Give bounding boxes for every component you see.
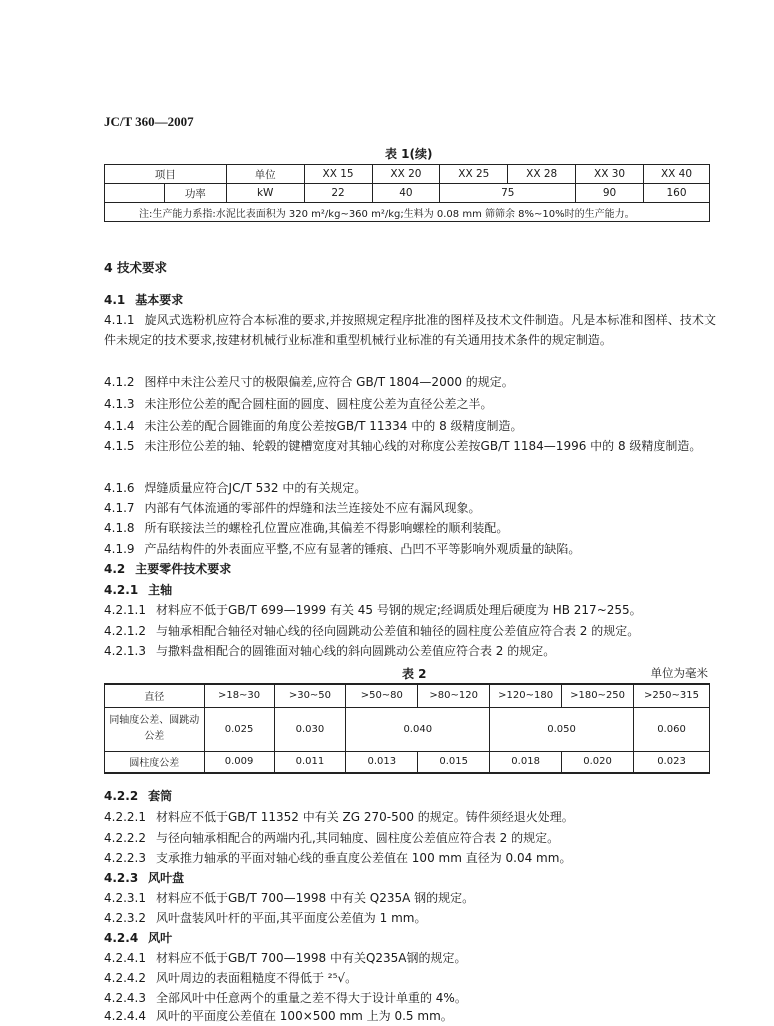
clause-number: 4.2.4.4 (104, 1009, 146, 1023)
clause-text: 未注形位公差的轴、轮毂的键槽宽度对其轴心线的对称度公差按GB/T 1184—1996 中的 8 级精度制造。 (144, 439, 702, 453)
clause-number: 4.2.1.2 (104, 624, 146, 638)
clause-4-2-2-1 (104, 807, 716, 827)
table1-header-xx15: XX 15 (304, 165, 372, 184)
clause-4-1-1 (104, 310, 716, 350)
table2-row2-c5: 0.018 (490, 751, 562, 773)
clause-4-1-6 (104, 478, 716, 498)
section-4-2-1-heading (104, 580, 716, 600)
table1-row-label: 功率 (164, 184, 226, 203)
table2-header-col5: >120~180 (490, 684, 562, 707)
clause-4-2-1-3 (104, 641, 716, 661)
table2-row2-c2: 0.011 (274, 751, 346, 773)
clause-number: 4.2.2.3 (104, 851, 146, 865)
table1-blank-cell (105, 184, 165, 203)
table1-row-unit: kW (226, 184, 304, 203)
section-title: 基本要求 (135, 293, 184, 307)
section-number: 4.2.1 (104, 583, 139, 597)
table2-row1-c2: 0.030 (274, 707, 346, 751)
clause-4-2-4-4 (104, 1006, 716, 1026)
table2-row1-c56: 0.050 (490, 707, 634, 751)
section-4-1-heading (104, 290, 716, 310)
clause-number: 4.1.5 (104, 439, 135, 453)
table2 (104, 683, 710, 774)
clause-4-2-4-3 (104, 988, 716, 1008)
clause-number: 4.2.4.1 (104, 951, 146, 965)
clause-number: 4.2.2.1 (104, 810, 146, 824)
clause-number: 4.2.1.1 (104, 603, 146, 617)
table1-header-xx30: XX 30 (576, 165, 644, 184)
table2-header-col1: >18~30 (204, 684, 274, 707)
table1-header-xx20: XX 20 (372, 165, 440, 184)
clause-number: 4.1.2 (104, 375, 135, 389)
clause-number: 4.2.4.2 (104, 971, 146, 985)
table2-row1-c34: 0.040 (346, 707, 490, 751)
clause-text: 未注形位公差的配合圆柱面的圆度、圆柱度公差为直径公差之半。 (144, 397, 493, 411)
clause-text: 风叶周边的表面粗糙度不得低于 ²⁵√。 (155, 971, 358, 985)
table2-row2-label: 圆柱度公差 (105, 751, 205, 773)
section-number: 4.2.3 (104, 871, 139, 885)
clause-text: 旋风式选粉机应符合本标准的要求,并按照规定程序批准的图样及技术文件制造。凡是本标准和图样、技术文件未规定的技术要求,按建材机械行业标准和重型机械行业标准的有关通用技术条件的规定制造。 (104, 313, 716, 347)
clause-4-2-4-1 (104, 948, 716, 968)
clause-4-1-5 (104, 436, 716, 456)
clause-number: 4.2.1.3 (104, 644, 146, 658)
clause-text: 与轴承相配合轴径对轴心线的径向圆跳动公差值和轴径的圆柱度公差值应符合表 2 的规定。 (155, 624, 640, 638)
section-4-2-heading (104, 559, 716, 579)
clause-text: 材料应不低于GB/T 700—1998 中有关Q235A钢的规定。 (155, 951, 467, 965)
clause-number: 4.1.9 (104, 542, 135, 556)
table1-value-xx40: 160 (644, 184, 710, 203)
table1-note: 注:生产能力系指:水泥比表面积为 320 m²/kg~360 m²/kg;生料为 0.08 mm 筛筛余 8%~10%时的生产能力。 (105, 203, 710, 222)
clause-number: 4.2.4.3 (104, 991, 146, 1005)
clause-4-1-4 (104, 416, 716, 436)
clause-text: 产品结构件的外表面应平整,不应有显著的锤痕、凸凹不平等影响外观质量的缺陷。 (144, 542, 581, 556)
clause-4-2-3-1 (104, 888, 716, 908)
table1-value-xx20: 40 (372, 184, 440, 203)
section-4-2-4-heading (104, 928, 716, 948)
table2-caption: 表 2 (402, 667, 427, 681)
clause-number: 4.2.2.2 (104, 831, 146, 845)
section-title: 风叶 (148, 931, 173, 945)
table2-header-col2: >30~50 (274, 684, 346, 707)
table1-header-xx40: XX 40 (644, 165, 710, 184)
section-4-2-3-heading (104, 868, 716, 888)
clause-number: 4.1.7 (104, 501, 135, 515)
clause-text: 未注公差的配合圆锥面的角度公差按GB/T 11334 中的 8 级精度制造。 (144, 419, 523, 433)
clause-text: 材料应不低于GB/T 11352 中有关 ZG 270-500 的规定。铸件须经退火处理。 (155, 810, 574, 824)
table1-caption: 表 1(续) (385, 147, 433, 161)
clause-text: 风叶的平面度公差值在 100×500 mm 上为 0.5 mm。 (155, 1009, 453, 1023)
clause-text: 图样中未注公差尺寸的极限偏差,应符合 GB/T 1804—2000 的规定。 (144, 375, 514, 389)
clause-text: 与径向轴承相配合的两端内孔,其同轴度、圆柱度公差值应符合表 2 的规定。 (155, 831, 560, 845)
clause-4-1-7 (104, 498, 716, 518)
table1 (104, 164, 710, 222)
clause-text: 材料应不低于GB/T 700—1998 中有关 Q235A 钢的规定。 (155, 891, 475, 905)
section-number: 4.1 (104, 293, 126, 307)
clause-text: 内部有气体流通的零部件的焊缝和法兰连接处不应有漏风现象。 (144, 501, 481, 515)
clause-4-1-8 (104, 518, 716, 538)
table2-header-col3: >50~80 (346, 684, 418, 707)
table2-coaxiality-row (105, 707, 710, 751)
table2-header-row (105, 684, 710, 707)
table1-value-xx25-28: 75 (440, 184, 576, 203)
clause-text: 所有联接法兰的螺栓孔位置应准确,其偏差不得影响螺栓的顺利装配。 (144, 521, 509, 535)
table2-header-col7: >250~315 (634, 684, 710, 707)
section-title: 主要零件技术要求 (135, 562, 232, 576)
table1-header-xx28: XX 28 (508, 165, 576, 184)
clause-text: 风叶盘装风叶杆的平面,其平面度公差值为 1 mm。 (155, 911, 427, 925)
clause-number: 4.1.3 (104, 397, 135, 411)
table2-row2-c4: 0.015 (418, 751, 490, 773)
table2-row1-label: 同轴度公差、圆跳动公差 (105, 707, 205, 751)
clause-4-2-1-2 (104, 621, 716, 641)
table2-cylindricity-row (105, 751, 710, 773)
section-number: 4.2.4 (104, 931, 139, 945)
clause-number: 4.2.3.2 (104, 911, 146, 925)
standard-code: JC/T 360—2007 (104, 114, 194, 129)
clause-number: 4.1.4 (104, 419, 135, 433)
table2-header-diameter: 直径 (105, 684, 205, 707)
clause-text: 焊缝质量应符合JC/T 532 中的有关规定。 (144, 481, 367, 495)
clause-4-1-9 (104, 539, 716, 559)
table2-row2-c6: 0.020 (562, 751, 634, 773)
section-title: 主轴 (148, 583, 173, 597)
section-number: 4.2.2 (104, 789, 139, 803)
table1-header-row (105, 165, 710, 184)
clause-4-2-3-2 (104, 908, 716, 928)
section-4-2-2-heading (104, 786, 716, 806)
table1-header-item: 项目 (105, 165, 227, 184)
clause-4-1-3 (104, 394, 716, 414)
clause-text: 全部风叶中任意两个的重量之差不得大于设计单重的 4%。 (155, 991, 467, 1005)
clause-number: 4.1.8 (104, 521, 135, 535)
table2-row2-c7: 0.023 (634, 751, 710, 773)
clause-4-2-1-1 (104, 600, 716, 620)
section-title: 风叶盘 (148, 871, 185, 885)
clause-number: 4.1.6 (104, 481, 135, 495)
clause-number: 4.2.3.1 (104, 891, 146, 905)
table2-row1-c1: 0.025 (204, 707, 274, 751)
table1-note-row (105, 203, 710, 222)
table2-row1-c7: 0.060 (634, 707, 710, 751)
section-number: 4.2 (104, 562, 126, 576)
table2-header-col6: >180~250 (562, 684, 634, 707)
table2-header-col4: >80~120 (418, 684, 490, 707)
table2-row2-c1: 0.009 (204, 751, 274, 773)
table1-header-xx25: XX 25 (440, 165, 508, 184)
section-title: 套筒 (148, 789, 173, 803)
clause-4-1-2 (104, 372, 716, 392)
table1-value-xx15: 22 (304, 184, 372, 203)
table1-header-unit: 单位 (226, 165, 304, 184)
clause-number: 4.1.1 (104, 313, 135, 327)
table2-unit: 单位为毫米 (650, 666, 708, 680)
section-4-title: 4 技术要求 (104, 260, 168, 275)
clause-4-2-2-3 (104, 848, 716, 868)
clause-4-2-2-2 (104, 828, 716, 848)
clause-text: 材料应不低于GB/T 699—1999 有关 45 号钢的规定;经调质处理后硬度为 HB 217~255。 (155, 603, 642, 617)
table1-power-row (105, 184, 710, 203)
table1-value-xx30: 90 (576, 184, 644, 203)
table2-row2-c3: 0.013 (346, 751, 418, 773)
clause-text: 支承推力轴承的平面对轴心线的垂直度公差值在 100 mm 直径为 0.04 mm。 (155, 851, 572, 865)
clause-text: 与撒料盘相配合的圆锥面对轴心线的斜向圆跳动公差值应符合表 2 的规定。 (155, 644, 556, 658)
clause-4-2-4-2 (104, 968, 716, 988)
